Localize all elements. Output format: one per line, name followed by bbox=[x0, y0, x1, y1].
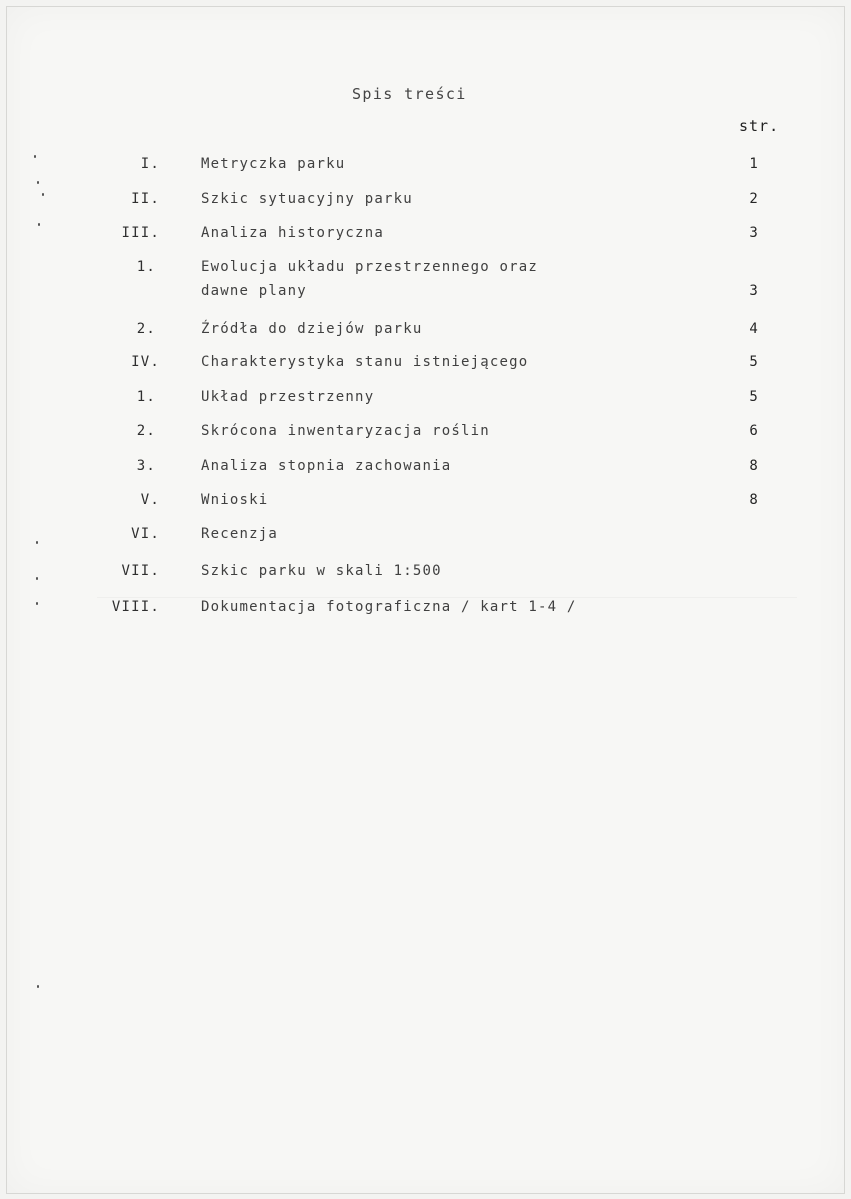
entry-title: Układ przestrzenny bbox=[201, 389, 375, 405]
ink-speck bbox=[36, 577, 38, 580]
entry-number: VI. bbox=[131, 526, 160, 542]
entry-title: Ewolucja układu przestrzennego oraz dawne plany bbox=[201, 259, 539, 299]
ink-speck bbox=[36, 541, 38, 544]
toc-entry bbox=[7, 152, 844, 176]
entry-page: 5 bbox=[749, 389, 759, 405]
entry-number: 3. bbox=[136, 458, 156, 474]
ink-speck bbox=[34, 155, 36, 158]
document-page bbox=[6, 6, 845, 1194]
entry-number: III. bbox=[121, 225, 160, 241]
entry-number: I. bbox=[140, 156, 160, 172]
entry-number: 1. bbox=[136, 389, 156, 405]
entry-number: VII. bbox=[121, 563, 160, 579]
toc-entry bbox=[7, 255, 844, 303]
entry-page: 3 bbox=[749, 225, 759, 241]
toc-entry bbox=[7, 488, 844, 512]
entry-page: 8 bbox=[749, 458, 759, 474]
entry-number: IV. bbox=[131, 354, 160, 370]
toc-entry bbox=[7, 221, 844, 245]
entry-title: Dokumentacja fotograficzna / kart 1-4 / bbox=[201, 599, 577, 615]
entry-page: 5 bbox=[749, 354, 759, 370]
entry-title: Recenzja bbox=[201, 526, 279, 542]
toc-entry bbox=[7, 522, 844, 546]
ink-speck bbox=[37, 181, 39, 184]
entry-number: V. bbox=[140, 492, 160, 508]
page-column-label: str. bbox=[739, 117, 780, 135]
ink-speck bbox=[38, 223, 40, 226]
toc-entry bbox=[7, 350, 844, 374]
entry-page: 2 bbox=[749, 191, 759, 207]
entry-number: 2. bbox=[136, 423, 156, 439]
toc-entry bbox=[7, 595, 844, 619]
entry-title: Analiza historyczna bbox=[201, 225, 384, 241]
entry-title: Wnioski bbox=[201, 492, 269, 508]
toc-entry bbox=[7, 317, 844, 341]
ink-speck bbox=[42, 193, 44, 196]
toc-entry bbox=[7, 419, 844, 443]
entry-page: 1 bbox=[749, 156, 759, 172]
entry-number: VIII. bbox=[111, 599, 160, 615]
entry-page: 8 bbox=[749, 492, 759, 508]
entry-title: Źródła do dziejów parku bbox=[201, 321, 423, 337]
entry-number: 1. bbox=[136, 259, 156, 275]
entry-title: Metryczka parku bbox=[201, 156, 346, 172]
entry-number: 2. bbox=[136, 321, 156, 337]
entry-title: Analiza stopnia zachowania bbox=[201, 458, 452, 474]
entry-page: 4 bbox=[749, 321, 759, 337]
entry-title: Charakterystyka stanu istniejącego bbox=[201, 354, 529, 370]
entry-page: 3 bbox=[749, 283, 759, 299]
ink-speck bbox=[36, 602, 38, 605]
toc-entry bbox=[7, 454, 844, 478]
entry-number: II. bbox=[131, 191, 160, 207]
toc-entry bbox=[7, 385, 844, 409]
toc-entry bbox=[7, 187, 844, 211]
ink-speck bbox=[37, 985, 39, 988]
toc-title: Spis treści bbox=[352, 85, 467, 103]
entry-page: 6 bbox=[749, 423, 759, 439]
entry-title: Skrócona inwentaryzacja roślin bbox=[201, 423, 490, 439]
entry-title: Szkic sytuacyjny parku bbox=[201, 191, 413, 207]
entry-title: Szkic parku w skali 1:500 bbox=[201, 563, 442, 579]
toc-entry bbox=[7, 559, 844, 583]
